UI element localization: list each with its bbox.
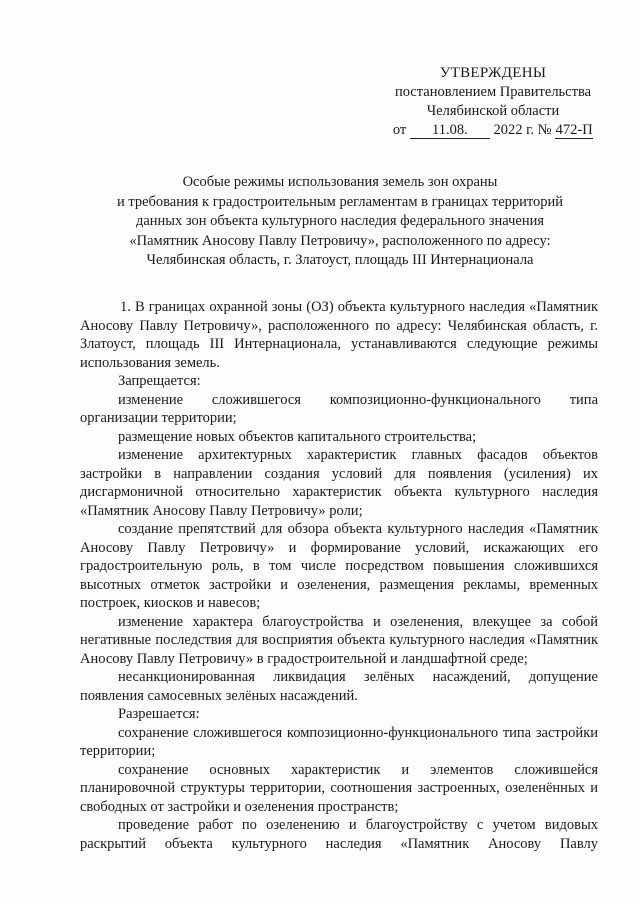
approval-heading: УТВЕРЖДЕНЫ xyxy=(439,65,547,81)
prohibited-item: изменение архитектурных характеристик главных фасадов объектов застройки в направлении создания условий для появления (усиления) их дисгармоничной относительно характеристик объекта культурного наследия «Памятник Аносову Павлу Петровичу» роли; xyxy=(80,447,598,519)
prohibited-item: изменение сложившегося композиционно-функционального типа организации территории; xyxy=(80,391,598,426)
title-line-5: Челябинская область, г. Златоуст, площадь III Интернационала xyxy=(146,252,534,269)
resolution-number: 472-П xyxy=(555,122,593,138)
allowed-label: Разрешается: xyxy=(118,706,200,722)
title-line-3: данных зон объекта культурного наследия федерального значения xyxy=(135,213,545,230)
approval-block xyxy=(378,64,608,140)
date-prefix: от xyxy=(392,122,407,138)
prohibited-item: изменение характера благоустройства и озеленения, влекущее за собой негативные последствия для восприятия объекта культурного наследия «Памятник Аносову Павлу Петровичу» в градостроительной и ландшафтной среде; xyxy=(80,613,598,667)
prohibited-item: несанкционированная ликвидация зелёных насаждений, допущение появления самосевных зелёных насаждений. xyxy=(80,669,598,704)
document-title xyxy=(60,173,620,271)
date-value: 11.08. xyxy=(410,122,490,139)
prohibited-item: размещение новых объектов капитального строительства; xyxy=(118,428,477,445)
document-body xyxy=(80,298,598,853)
approval-dateline xyxy=(378,121,608,140)
allowed-item: сохранение основных характеристик и элементов сложившейся планировочной структуры территории, соотношения застроенных, озеленённых и свободных от застройки и озеленения пространств; xyxy=(80,761,598,815)
title-line-1: Особые режимы использования земель зон охраны xyxy=(182,174,498,190)
allowed-item: проведение работ по озеленению и благоустройству с учетом видовых раскрытий объекта культурного наследия «Памятник Аносову Павлу xyxy=(80,817,598,852)
year-text: 2022 г. № xyxy=(493,122,552,138)
approval-line-2: Челябинской области xyxy=(426,103,560,119)
paragraph-1: 1. В границах охранной зоны (ОЗ) объекта культурного наследия «Памятник Аносову Павлу Петровичу», расположенного по адресу: Челябинская область, г. Златоуст, площадь III Интернационала, устанавливаются следующие режимы использования земель. xyxy=(80,299,598,371)
approval-line-1: постановлением Правительства xyxy=(394,84,592,100)
prohibited-item: создание препятствий для обзора объекта культурного наследия «Памятник Аносову Павлу Петровичу» и формирование условий, искажающих его градостроительную роль, в том числе посредством повышения сложившихся высотных отметок застройки и озеленения, размещения рекламы, временных построек, киосков и навесов; xyxy=(80,521,598,611)
title-line-4: «Памятник Аносову Павлу Петровичу», расположенного по адресу: xyxy=(129,232,551,249)
prohibited-label: Запрещается: xyxy=(118,373,201,389)
allowed-item: сохранение сложившегося композиционно-функционального типа застройки территории; xyxy=(80,724,598,759)
title-line-2: и требования к градостроительным регламентам в границах территорий xyxy=(116,193,564,210)
